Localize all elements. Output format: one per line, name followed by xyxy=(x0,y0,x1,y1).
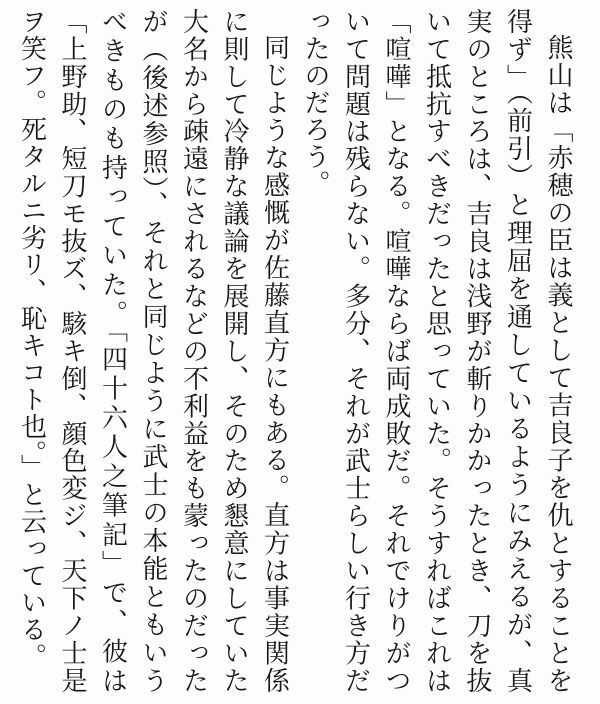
paragraph-2: 同じような感慨が佐藤直方にもある。直方は事実関係に則して冷静な議論を展開し、そのため懇意にしていた大名から疎遠にされるなどの不利益をも蒙ったのだったが（後述参照）、それと同じように武士の本能ともいうべきものも持っていた。「四十六人之筆記」で、彼は「上野助、短刀モ抜ズ、駭キ倒、顔色変ジ、天下ノ士是ヲ笑フ。死タルニ劣リ、恥キコト也。」と云っている。 xyxy=(16,8,290,694)
paragraph-1: 熊山は「赤穂の臣は義として吉良子を仇とすることを得ず」（前引）と理屈を通しているようにみえるが、真実のところは、吉良は浅野が斬りかかったとき、刀を抜いて抵抗すべきだったと思っていた。そうすればこれは「喧嘩」となる。喧嘩ならば両成敗だ。それでけりがついて問題は残らない。多分、それが武士らしい行き方だったのだろう。 xyxy=(300,8,573,694)
